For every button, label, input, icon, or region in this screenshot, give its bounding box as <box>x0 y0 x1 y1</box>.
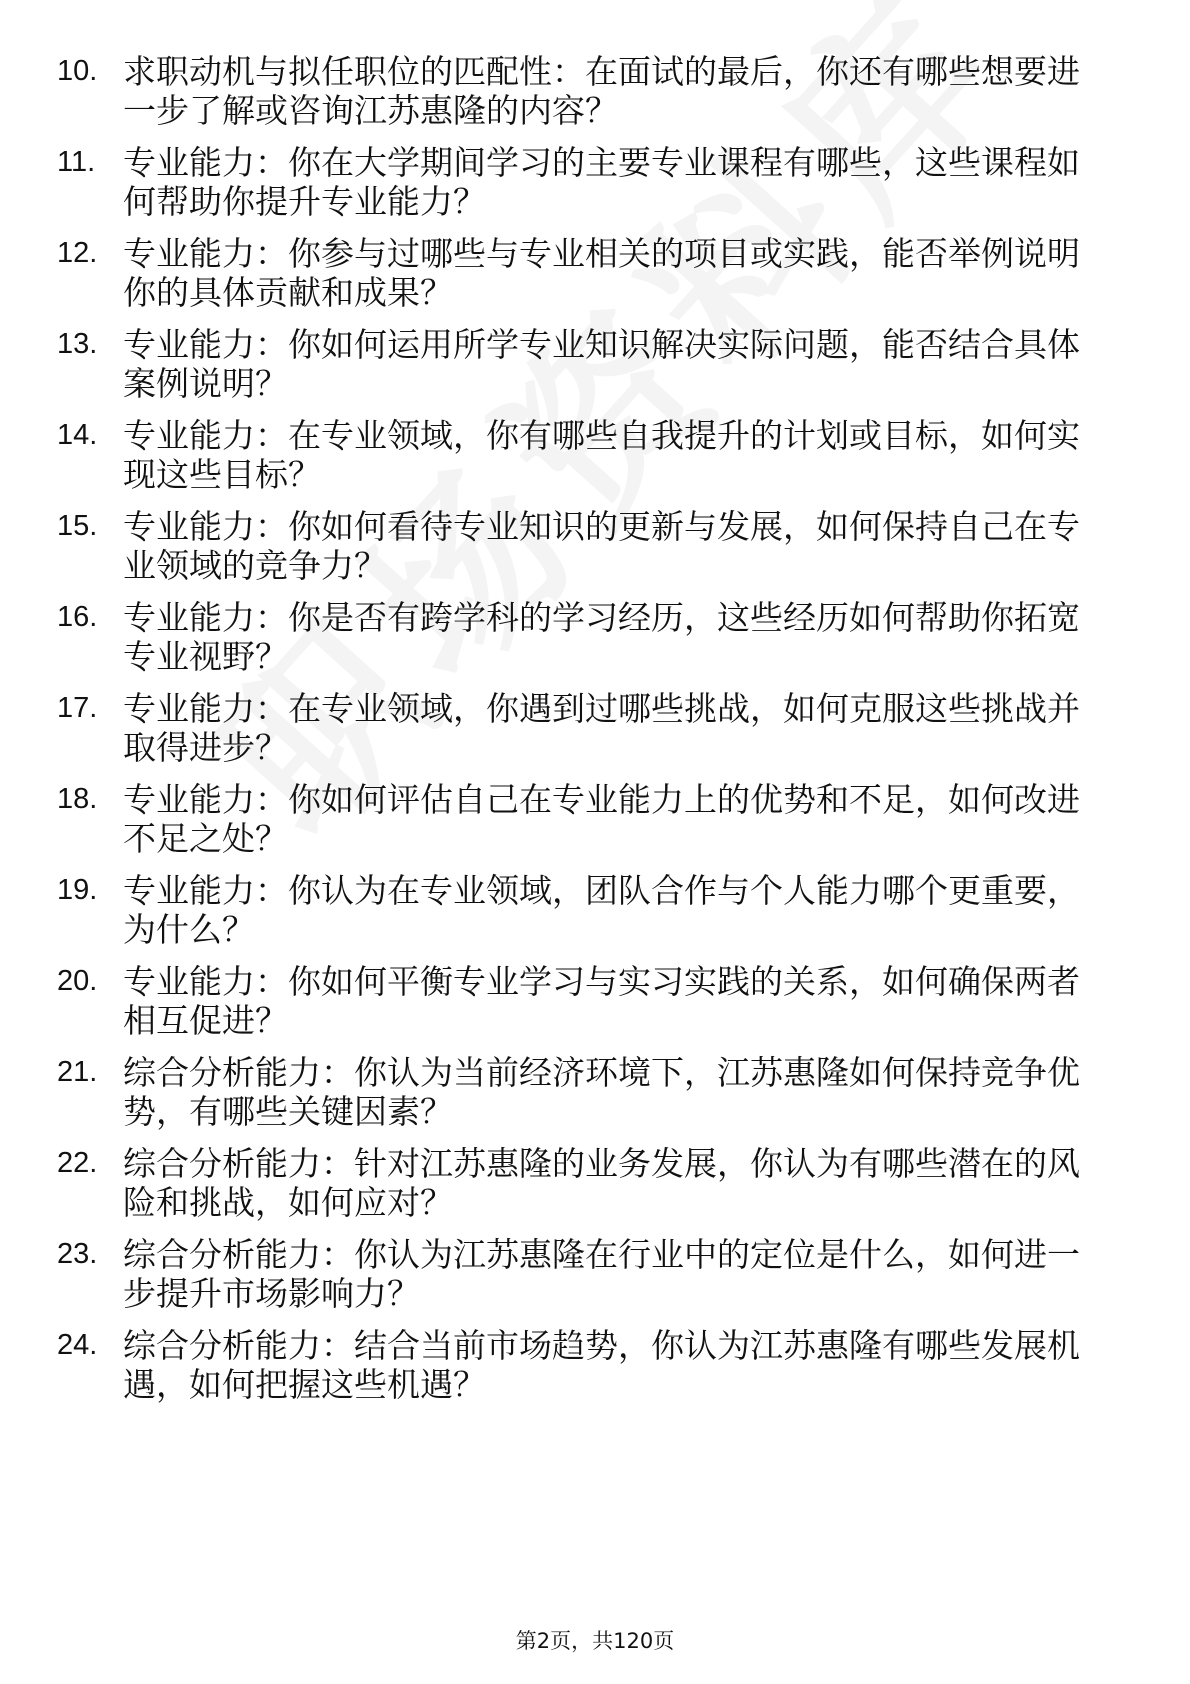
question-number: 10. <box>57 55 98 87</box>
question-item <box>0 1235 1190 1326</box>
question-item <box>0 780 1190 871</box>
question-item <box>0 1326 1190 1417</box>
question-number: 23. <box>57 1238 98 1270</box>
question-number: 12. <box>57 237 98 269</box>
question-item <box>0 52 1190 143</box>
question-number: 18. <box>57 783 98 815</box>
question-number: 13. <box>57 328 98 360</box>
question-text: 求职动机与拟任职位的匹配性：在面试的最后，你还有哪些想要进一步了解或咨询江苏惠隆的内容？ <box>123 52 1080 130</box>
question-number: 24. <box>57 1329 98 1361</box>
question-item <box>0 143 1190 234</box>
question-number: 22. <box>57 1147 98 1179</box>
question-item <box>0 416 1190 507</box>
question-item <box>0 598 1190 689</box>
question-text: 专业能力：你参与过哪些与专业相关的项目或实践，能否举例说明你的具体贡献和成果？ <box>123 234 1080 312</box>
question-item <box>0 1053 1190 1144</box>
question-text: 专业能力：你如何运用所学专业知识解决实际问题，能否结合具体案例说明？ <box>123 325 1080 403</box>
question-text: 专业能力：你如何平衡专业学习与实习实践的关系，如何确保两者相互促进？ <box>123 962 1080 1040</box>
question-number: 15. <box>57 510 98 542</box>
question-item <box>0 962 1190 1053</box>
question-item <box>0 871 1190 962</box>
question-item <box>0 234 1190 325</box>
question-text: 专业能力：你在大学期间学习的主要专业课程有哪些，这些课程如何帮助你提升专业能力？ <box>123 143 1080 221</box>
question-list <box>0 52 1190 1417</box>
question-text: 专业能力：你认为在专业领域，团队合作与个人能力哪个更重要，为什么？ <box>123 871 1080 949</box>
question-number: 20. <box>57 965 98 997</box>
question-number: 16. <box>57 601 98 633</box>
question-item <box>0 689 1190 780</box>
question-text: 专业能力：在专业领域，你遇到过哪些挑战，如何克服这些挑战并取得进步？ <box>123 689 1080 767</box>
page-footer: 第2页，共120页 <box>515 1629 675 1653</box>
question-text: 综合分析能力：针对江苏惠隆的业务发展，你认为有哪些潜在的风险和挑战，如何应对？ <box>123 1144 1080 1222</box>
question-item <box>0 1144 1190 1235</box>
question-text: 综合分析能力：你认为江苏惠隆在行业中的定位是什么，如何进一步提升市场影响力？ <box>123 1235 1080 1313</box>
question-number: 17. <box>57 692 98 724</box>
question-item <box>0 325 1190 416</box>
question-text: 专业能力：你如何看待专业知识的更新与发展，如何保持自己在专业领域的竞争力？ <box>123 507 1080 585</box>
question-text: 专业能力：你是否有跨学科的学习经历，这些经历如何帮助你拓宽专业视野？ <box>123 598 1080 676</box>
question-text: 专业能力：你如何评估自己在专业能力上的优势和不足，如何改进不足之处？ <box>123 780 1080 858</box>
question-number: 19. <box>57 874 98 906</box>
question-number: 21. <box>57 1056 98 1088</box>
question-item <box>0 507 1190 598</box>
question-text: 专业能力：在专业领域，你有哪些自我提升的计划或目标，如何实现这些目标？ <box>123 416 1080 494</box>
question-number: 11. <box>57 146 96 178</box>
question-text: 综合分析能力：结合当前市场趋势，你认为江苏惠隆有哪些发展机遇，如何把握这些机遇？ <box>123 1326 1080 1404</box>
question-number: 14. <box>57 419 98 451</box>
question-text: 综合分析能力：你认为当前经济环境下，江苏惠隆如何保持竞争优势，有哪些关键因素？ <box>123 1053 1080 1131</box>
